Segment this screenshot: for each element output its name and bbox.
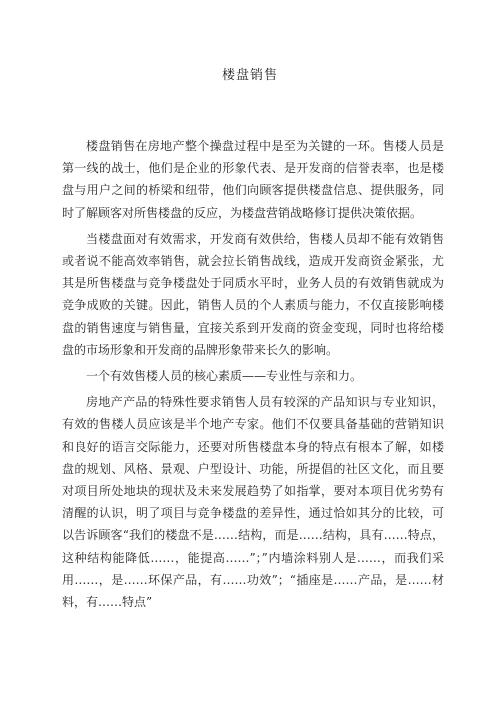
paragraph: 一个有效售楼人员的核心素质——专业性与亲和力。 (86, 369, 363, 384)
paragraph: 房地产产品的特殊性要求销售人员有较深的产品知识与专业知识，有效的售楼人员应该是半个地产专家。他们不仅要具备基础的营销知识和良好的语言交际能力，还要对所售楼盘本身的特点有根本了解，如楼盘的规划、风格、景观、户型设计、功能，所提倡的社区文化，而且要对项目所处地块的现状及未来发展趋势了如指掌，要对本项目优劣势有清醒的认识，明了项目与竞争楼盘的差异性，通过恰如其分的比较，可以告诉顾客“我们的楼盘不是……结构，而是……结构，具有……特点，这种结构能降低……，能提高……”；”内墙涂料别人是……，而我们采用……，是……环保产品，有……功效”；“插座是……产品，是……材料，有……特点” (62, 395, 444, 610)
document-body (62, 135, 444, 613)
paragraph: 楼盘销售在房地产整个操盘过程中是至为关键的一环。售楼人员是第一线的战士，他们是企业的形象代表、是开发商的信誉表率，也是楼盘与用户之间的桥梁和纽带，他们向顾客提供楼盘信息、提供服务，同时了解顾客对所售楼盘的反应，为楼盘营销战略修订提供决策依据。 (62, 139, 444, 220)
paragraph: 当楼盘面对有效需求，开发商有效供给，售楼人员却不能有效销售或者说不能高效率销售，就会拉长销售战线，造成开发商资金紧张，尤其是所售楼盘与竞争楼盘处于同质水平时，业务人员的有效销售就成为竞争成败的关键。因此，销售人员的个人素质与能力，不仅直接影响楼盘的销售速度与销售量，宜接关系到开发商的资金变现，同时也将给楼盘的市场形象和开发商的品牌形象带来长久的影响。 (62, 231, 444, 357)
document-title: 楼盘销售 (221, 68, 278, 83)
